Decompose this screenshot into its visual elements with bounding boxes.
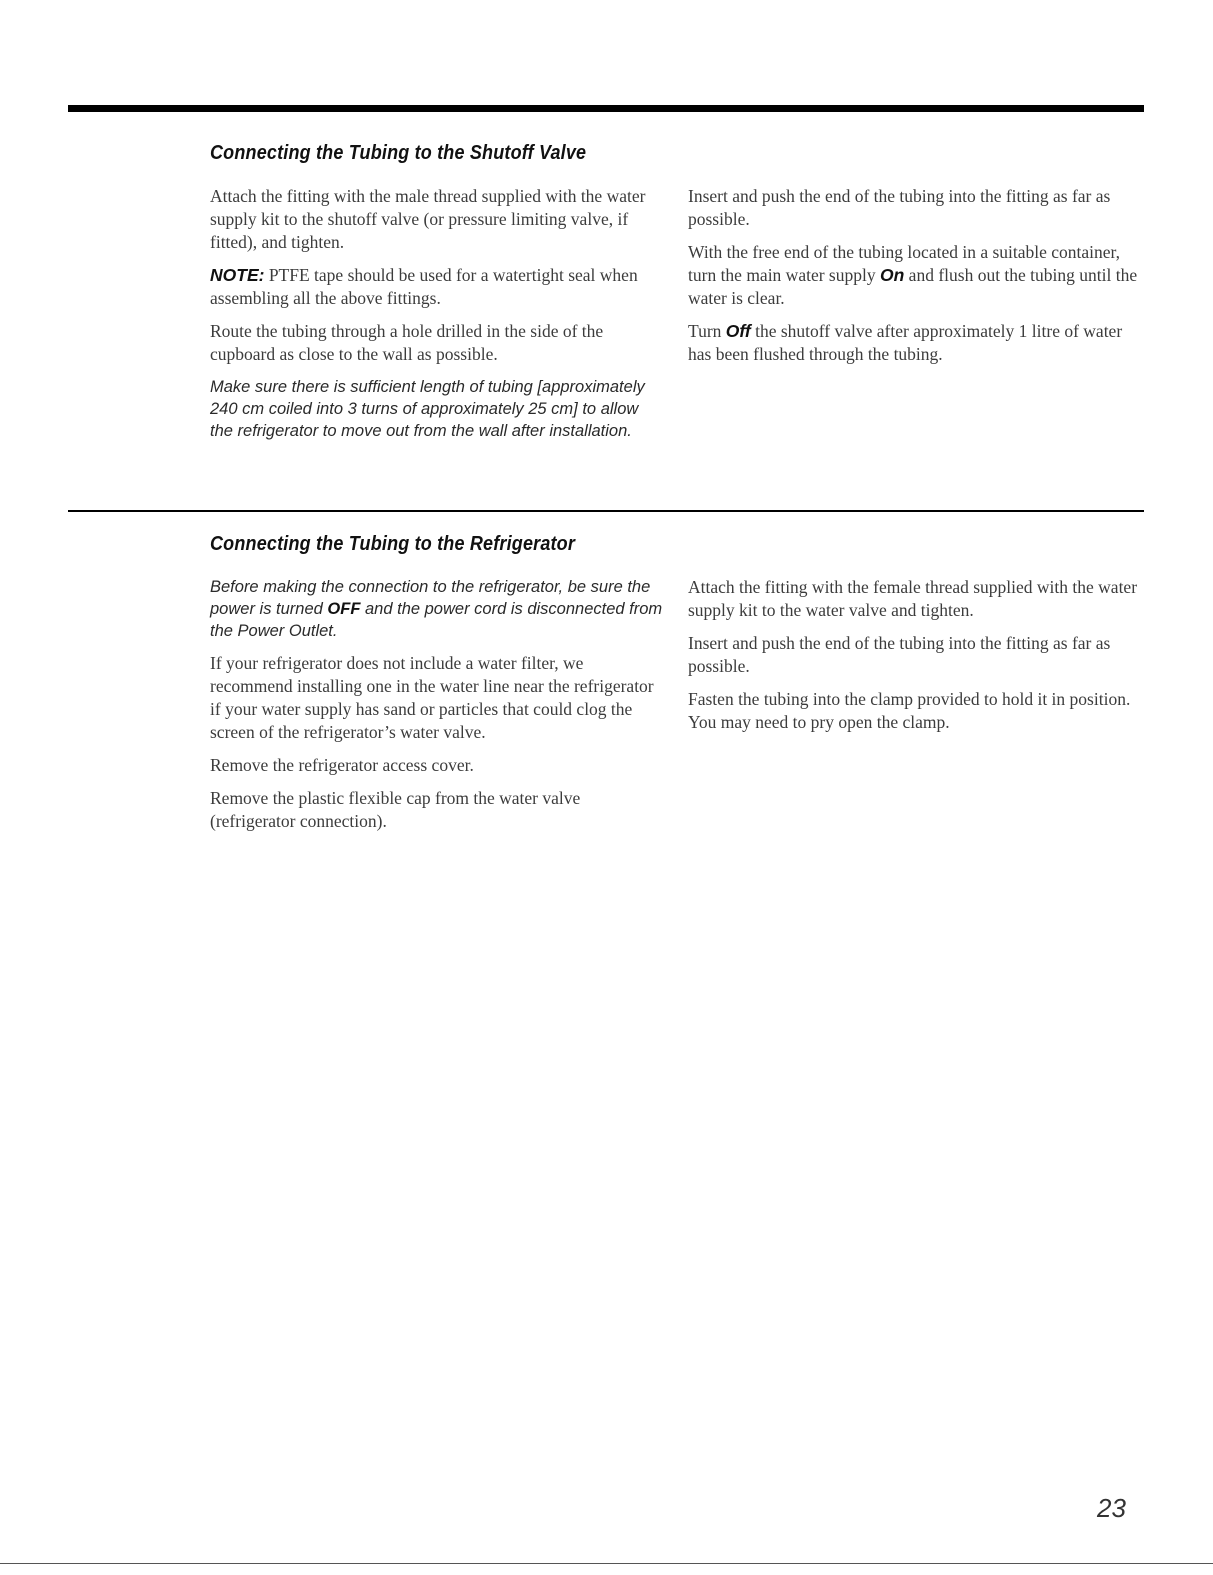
keyword-on: On bbox=[879, 265, 905, 285]
page-number: 23 bbox=[1097, 1493, 1126, 1523]
bottom-rule bbox=[0, 1563, 1213, 1564]
paragraph: Attach the fitting with the female thread supplied with the water supply kit to the water valve and tighten. bbox=[688, 577, 1138, 620]
paragraph bbox=[688, 320, 1148, 366]
section1-right-column bbox=[688, 185, 1148, 376]
note-label: NOTE: bbox=[210, 265, 265, 285]
section-divider bbox=[68, 510, 1144, 512]
italic-instruction: Make sure there is sufficient length of tubing [approximately 240 cm coiled into 3 turns of approximately 25 cm] to allow the refrigerator to move out from the wall after installation. bbox=[210, 378, 645, 440]
text-span: and the power cord is disconnected from the Power Outlet. bbox=[210, 600, 663, 640]
keyword-off: OFF bbox=[327, 600, 361, 618]
text-span: With the free end of the tubing located in a suitable container, turn the main water supply bbox=[688, 242, 1121, 285]
paragraph: Insert and push the end of the tubing into the fitting as far as possible. bbox=[688, 633, 1111, 676]
section2-left-column bbox=[210, 576, 665, 843]
top-rule bbox=[68, 105, 1144, 112]
note-text: PTFE tape should be used for a watertight seal when assembling all the above fittings. bbox=[210, 265, 638, 308]
paragraph: Fasten the tubing into the clamp provided to hold it in position. You may need to pry open the clamp. bbox=[688, 689, 1131, 732]
paragraph: Insert and push the end of the tubing into the fitting as far as possible. bbox=[688, 186, 1111, 229]
note-paragraph bbox=[210, 264, 665, 310]
paragraph: Remove the refrigerator access cover. bbox=[210, 755, 474, 775]
section-heading-refrigerator: Connecting the Tubing to the Refrigerator bbox=[210, 533, 576, 555]
keyword-off: Off bbox=[725, 321, 751, 341]
paragraph: Remove the plastic flexible cap from the water valve (refrigerator connection). bbox=[210, 788, 581, 831]
italic-warning bbox=[210, 576, 665, 642]
section1-left-column bbox=[210, 185, 665, 452]
section-heading-shutoff-valve: Connecting the Tubing to the Shutoff Valve bbox=[210, 142, 587, 164]
paragraph: If your refrigerator does not include a water filter, we recommend installing one in the water line near the refrigerator if your water supply has sand or particles that could clog the screen of the refrigerator’s water valve. bbox=[210, 653, 654, 742]
text-span: and flush out the tubing until the water is clear. bbox=[688, 265, 1138, 308]
section2-right-column bbox=[688, 576, 1148, 744]
text-span: Turn bbox=[688, 321, 726, 341]
paragraph bbox=[688, 241, 1148, 310]
paragraph: Attach the fitting with the male thread supplied with the water supply kit to the shutoff valve (or pressure limiting valve, if fitted), and tighten. bbox=[210, 186, 646, 252]
text-span: Before making the connection to the refrigerator, be sure the power is turned bbox=[210, 578, 651, 618]
paragraph: Route the tubing through a hole drilled in the side of the cupboard as close to the wall as possible. bbox=[210, 321, 604, 364]
text-span: the shutoff valve after approximately 1 litre of water has been flushed through the tubing. bbox=[688, 321, 1123, 364]
